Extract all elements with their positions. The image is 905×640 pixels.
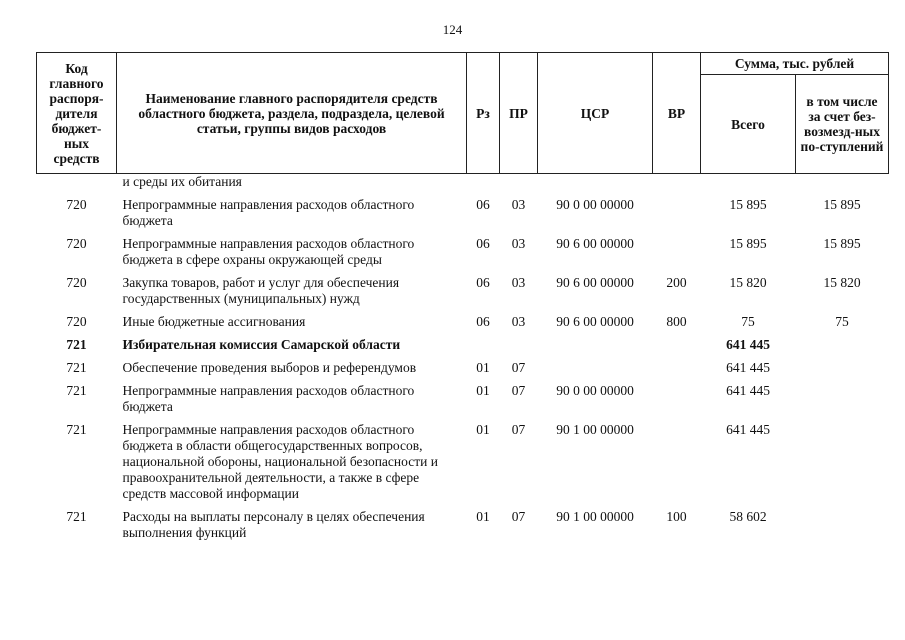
cell-csr: 90 1 00 00000 (556, 422, 634, 437)
cell-pr (500, 330, 538, 353)
cell-csr: 90 6 00 00000 (556, 314, 634, 329)
table-header (37, 53, 889, 174)
cell-rz: 06 (476, 236, 490, 251)
cell-free (796, 353, 889, 376)
cell-free: 15 895 (823, 197, 861, 212)
table-row (37, 330, 889, 353)
cell-code: 720 (66, 275, 87, 290)
cell-total (701, 174, 796, 191)
cell-pr: 03 (511, 197, 526, 212)
cell-csr (538, 353, 653, 376)
page-number: 124 (442, 22, 463, 37)
cell-vr: 200 (666, 275, 687, 290)
cell-csr: 90 6 00 00000 (556, 236, 634, 251)
cell-csr: 90 6 00 00000 (556, 275, 634, 290)
cell-pr: 03 (511, 314, 526, 329)
cell-csr (538, 330, 653, 353)
table-row (37, 307, 889, 330)
cell-name: и среды их обитания (122, 174, 242, 189)
cell-name: Непрограммные направления расходов областного бюджета в области общегосударственных вопросов, национальной обороны, национальной безопасности и правоохранительной деятельности, а также в сфере средств массовой информации (122, 422, 438, 501)
header-code: Код главного распоря-дителя бюджет-ных средств (37, 53, 117, 174)
cell-rz: 06 (476, 314, 490, 329)
cell-vr: 100 (666, 509, 687, 524)
cell-free (796, 330, 889, 353)
cell-pr: 03 (511, 236, 526, 251)
cell-total: 75 (741, 314, 755, 329)
cell-pr: 03 (511, 275, 526, 290)
cell-name: Расходы на выплаты персоналу в целях обеспечения выполнения функций (122, 509, 425, 540)
cell-total: 641 445 (726, 337, 770, 352)
header-sum-group: Сумма, тыс. рублей (701, 53, 889, 75)
cell-vr (653, 229, 701, 268)
cell-pr: 07 (511, 509, 526, 524)
table-row (37, 502, 889, 541)
cell-free (796, 376, 889, 415)
header-free: в том числе за счет без-возмезд-ных по-ступлений (796, 75, 889, 174)
cell-total: 58 602 (729, 509, 767, 524)
cell-pr: 07 (511, 360, 526, 375)
header-csr: ЦСР (538, 53, 653, 174)
cell-rz: 01 (476, 360, 490, 375)
cell-pr: 07 (511, 422, 526, 437)
cell-vr: 800 (666, 314, 687, 329)
cell-name: Закупка товаров, работ и услуг для обеспечения государственных (муниципальных) нужд (122, 275, 400, 306)
header-total: Всего (701, 75, 796, 174)
cell-vr (653, 190, 701, 229)
cell-code: 720 (66, 314, 87, 329)
cell-rz: 01 (476, 383, 490, 398)
cell-total: 641 445 (726, 422, 770, 437)
cell-rz: 06 (476, 275, 490, 290)
cell-name: Обеспечение проведения выборов и референдумов (122, 360, 417, 375)
cell-free: 75 (835, 314, 849, 329)
cell-name: Избирательная комиссия Самарской области (122, 337, 401, 352)
cell-free (796, 502, 889, 541)
table-row (37, 174, 889, 191)
table-row (37, 415, 889, 502)
cell-free: 15 895 (823, 236, 861, 251)
cell-total: 15 895 (729, 236, 767, 251)
table-row (37, 376, 889, 415)
header-rz: Рз (467, 53, 500, 174)
header-vr: ВР (653, 53, 701, 174)
cell-total: 15 820 (729, 275, 767, 290)
cell-vr (653, 376, 701, 415)
cell-free (796, 415, 889, 502)
cell-total: 641 445 (726, 360, 770, 375)
cell-vr (653, 353, 701, 376)
cell-csr: 90 0 00 00000 (556, 383, 634, 398)
cell-csr: 90 1 00 00000 (556, 509, 634, 524)
budget-table (36, 52, 889, 541)
table-row (37, 353, 889, 376)
table-row (37, 190, 889, 229)
cell-code: 721 (66, 337, 87, 352)
table-body (37, 174, 889, 542)
cell-code: 721 (66, 383, 87, 398)
header-pr: ПР (500, 53, 538, 174)
cell-name: Непрограммные направления расходов областного бюджета (122, 383, 415, 414)
cell-rz (467, 174, 500, 191)
cell-name: Иные бюджетные ассигнования (122, 314, 306, 329)
cell-code (37, 174, 117, 191)
cell-vr (653, 174, 701, 191)
cell-code: 720 (66, 197, 87, 212)
cell-free: 15 820 (823, 275, 861, 290)
cell-name: Непрограммные направления расходов областного бюджета (122, 197, 415, 228)
cell-csr: 90 0 00 00000 (556, 197, 634, 212)
cell-pr (500, 174, 538, 191)
cell-vr (653, 330, 701, 353)
cell-rz: 06 (476, 197, 490, 212)
table-row (37, 268, 889, 307)
header-name: Наименование главного распорядителя средств областного бюджета, раздела, подраздела, целевой статьи, группы видов расходов (117, 53, 467, 174)
cell-free (796, 174, 889, 191)
cell-pr: 07 (511, 383, 526, 398)
cell-name: Непрограммные направления расходов областного бюджета в сфере охраны окружающей среды (122, 236, 415, 267)
cell-csr (538, 174, 653, 191)
table-row (37, 229, 889, 268)
cell-code: 721 (66, 360, 87, 375)
cell-rz: 01 (476, 422, 490, 437)
cell-code: 721 (66, 509, 87, 524)
cell-rz (467, 330, 500, 353)
cell-vr (653, 415, 701, 502)
cell-total: 15 895 (729, 197, 767, 212)
cell-rz: 01 (476, 509, 490, 524)
cell-total: 641 445 (726, 383, 770, 398)
cell-code: 720 (66, 236, 87, 251)
cell-code: 721 (66, 422, 87, 437)
